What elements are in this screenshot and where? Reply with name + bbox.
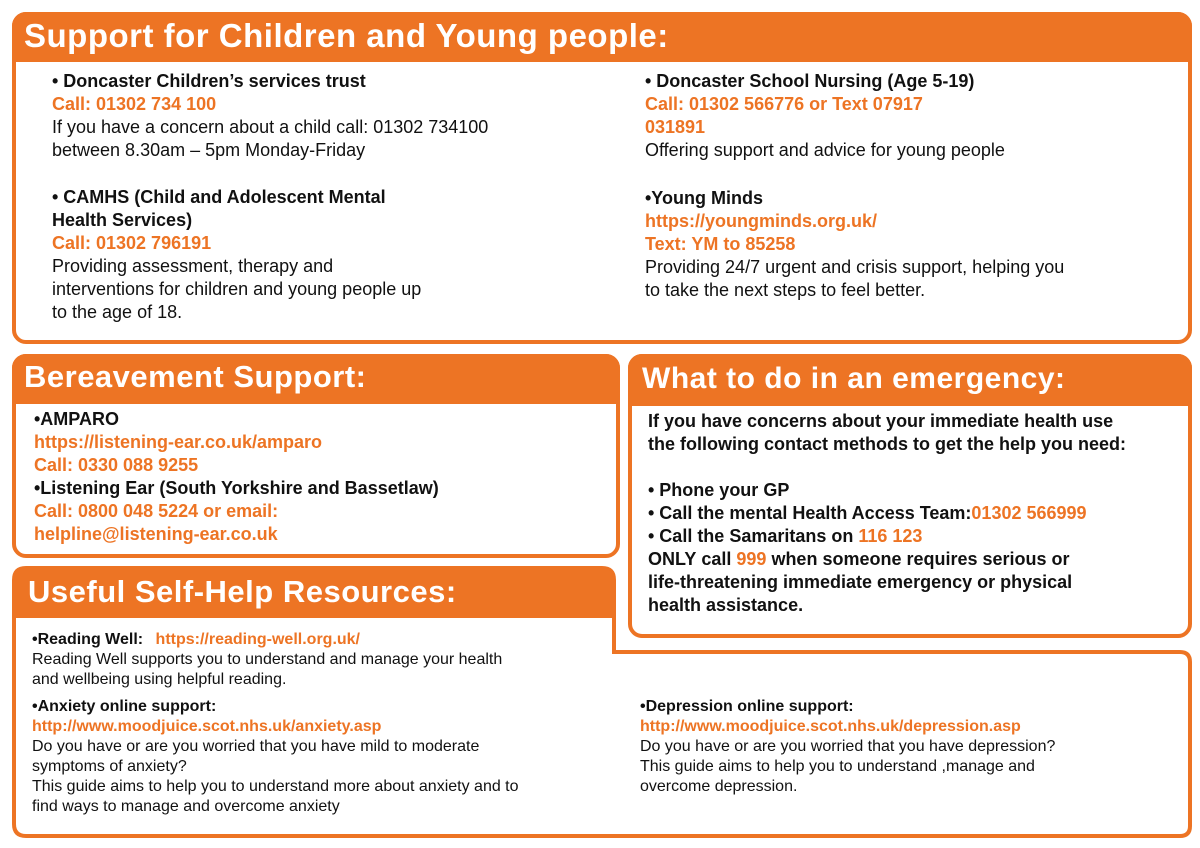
amparo-call[interactable]: Call: 0330 088 9255: [34, 455, 199, 475]
school-nursing-heading: • Doncaster School Nursing (Age 5-19): [645, 71, 975, 91]
school-nursing-call-line1[interactable]: Call: 01302 566776 or Text 07917: [645, 94, 923, 114]
young-minds-url[interactable]: https://youngminds.org.uk/: [645, 211, 877, 231]
dcst-desc-line1: If you have a concern about a child call: 01302 734100: [52, 117, 489, 137]
young-minds-desc-line1: Providing 24/7 urgent and crisis support, helping you: [645, 257, 1065, 277]
reading-well-heading: •Reading Well:: [32, 631, 144, 648]
selfhelp-section-title: Useful Self-Help Resources:: [28, 574, 457, 609]
reading-well-url[interactable]: https://reading-well.org.uk/: [155, 631, 360, 648]
reading-well-desc-line2: and wellbeing using helpful reading.: [32, 671, 287, 688]
dcst-desc-line2: between 8.30am – 5pm Monday-Friday: [52, 140, 366, 160]
school-nursing-desc: Offering support and advice for young people: [645, 140, 1005, 160]
young-minds-text[interactable]: Text: YM to 85258: [645, 234, 796, 254]
listening-ear-call[interactable]: Call: 0800 048 5224 or email:: [34, 501, 279, 521]
emergency-samaritans-number[interactable]: 116 123: [858, 526, 923, 546]
anxiety-desc-line4: find ways to manage and overcome anxiety: [32, 798, 340, 815]
emergency-intro-line1: If you have concerns about your immediate health use: [648, 411, 1114, 431]
depression-desc-line2: This guide aims to help you to understand ,manage and: [640, 758, 1035, 775]
bereavement-section-title: Bereavement Support:: [24, 359, 367, 394]
camhs-desc-line3: to the age of 18.: [52, 302, 183, 322]
depression-desc-line3: overcome depression.: [640, 778, 798, 795]
reading-well-line: [32, 630, 632, 650]
listening-ear-email[interactable]: helpline@listening-ear.co.uk: [34, 524, 278, 544]
anxiety-url[interactable]: http://www.moodjuice.scot.nhs.uk/anxiety.asp: [32, 718, 382, 735]
dcst-heading: • Doncaster Children’s services trust: [52, 71, 366, 91]
emergency-only-call: call: [696, 549, 737, 569]
young-minds-heading: •Young Minds: [645, 188, 763, 208]
amparo-heading: •AMPARO: [34, 409, 119, 429]
anxiety-desc-line1: Do you have or are you worried that you have mild to moderate: [32, 738, 480, 755]
depression-desc-line1: Do you have or are you worried that you have depression?: [640, 738, 1056, 755]
depression-entry: [640, 697, 1180, 797]
dcst-call[interactable]: Call: 01302 734 100: [52, 94, 217, 114]
emergency-only-line3: health assistance.: [648, 595, 804, 615]
anxiety-desc-line3: This guide aims to help you to understand more about anxiety and to: [32, 778, 519, 795]
camhs-call[interactable]: Call: 01302 796191: [52, 233, 212, 253]
camhs-heading-line2: Health Services): [52, 210, 193, 230]
camhs-desc-line2: interventions for children and young people up: [52, 279, 422, 299]
camhs-heading-line1: • CAMHS (Child and Adolescent Mental: [52, 187, 386, 207]
emergency-only-line2: life-threatening immediate emergency or physical: [648, 572, 1073, 592]
emergency-only-rest: when someone requires serious or: [766, 549, 1070, 569]
depression-url[interactable]: http://www.moodjuice.scot.nhs.uk/depression.asp: [640, 718, 1021, 735]
emergency-samaritans-label: • Call the Samaritans on: [648, 526, 859, 546]
listening-ear-heading: •Listening Ear (South Yorkshire and Bassetlaw): [34, 478, 439, 498]
young-minds-desc-line2: to take the next steps to feel better.: [645, 280, 926, 300]
depression-heading: •Depression online support:: [640, 698, 854, 715]
emergency-only-number[interactable]: 999: [736, 549, 767, 569]
emergency-intro-line2: the following contact methods to get the help you need:: [648, 434, 1127, 454]
reading-well-entry: [32, 630, 632, 690]
anxiety-entry: [32, 697, 632, 817]
emergency-gp: • Phone your GP: [648, 480, 790, 500]
reading-well-desc-line1: Reading Well supports you to understand and manage your health: [32, 651, 503, 668]
emergency-only-word: ONLY: [648, 549, 697, 569]
amparo-url[interactable]: https://listening-ear.co.uk/amparo: [34, 432, 323, 452]
emergency-mhat-number[interactable]: 01302 566999: [971, 503, 1087, 523]
emergency-mhat-label: • Call the mental Health Access Team:: [648, 503, 972, 523]
selfhelp-section-banner: [14, 568, 614, 618]
emergency-section-title: What to do in an emergency:: [642, 362, 1066, 395]
children-section-title: Support for Children and Young people:: [24, 17, 669, 54]
camhs-desc-line1: Providing assessment, therapy and: [52, 256, 334, 276]
anxiety-heading: •Anxiety online support:: [32, 698, 217, 715]
school-nursing-call-line2[interactable]: 031891: [645, 117, 706, 137]
anxiety-desc-line2: symptoms of anxiety?: [32, 758, 187, 775]
